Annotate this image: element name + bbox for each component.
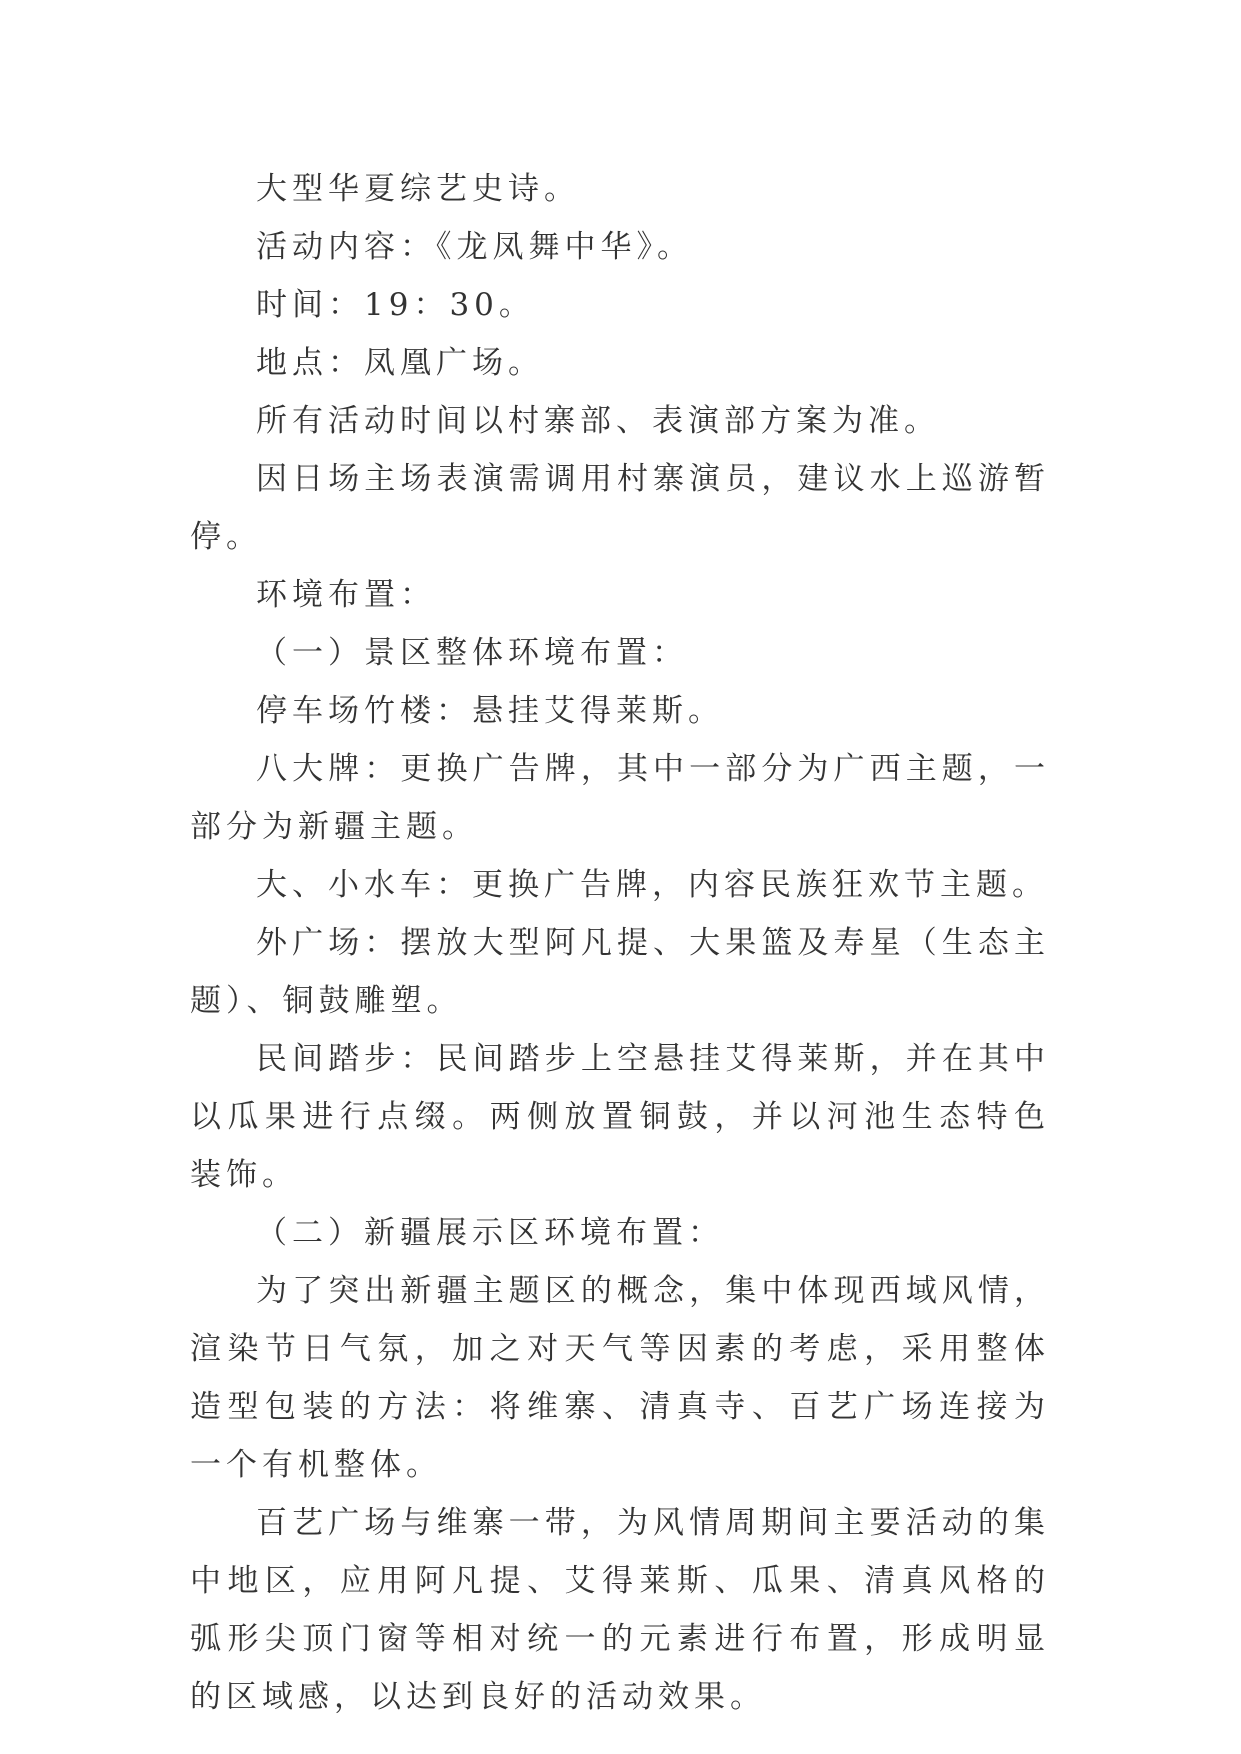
paragraph: 活动内容：《龙凤舞中华》。 bbox=[256, 229, 693, 265]
paragraph: 大型华夏综艺史诗。 bbox=[256, 171, 580, 207]
subsection-heading: （二）新疆展示区环境布置： bbox=[256, 1215, 724, 1251]
paragraph: 民间踏步：民间踏步上空悬挂艾得莱斯，并在其中以瓜果进行点缀。两侧放置铜鼓，并以河池生态特色装饰。 bbox=[190, 1041, 1050, 1193]
paragraph: 因日场主场表演需调用村寨演员，建议水上巡游暂停。 bbox=[190, 461, 1050, 555]
paragraph: 时间：19：30。 bbox=[256, 287, 535, 323]
paragraph: 八大牌：更换广告牌，其中一部分为广西主题，一部分为新疆主题。 bbox=[190, 751, 1050, 845]
paragraph: 百艺广场与维寨一带，为风情周期间主要活动的集中地区，应用阿凡提、艾得莱斯、瓜果、清真风格的弧形尖顶门窗等相对统一的元素进行布置，形成明显的区域感，以达到良好的活动效果。 bbox=[190, 1505, 1050, 1715]
paragraph: 地点：凤凰广场。 bbox=[256, 345, 544, 381]
document-body bbox=[190, 160, 1050, 1726]
paragraph: 大、小水车：更换广告牌，内容民族狂欢节主题。 bbox=[256, 867, 1048, 903]
paragraph: 所有活动时间以村寨部、表演部方案为准。 bbox=[256, 403, 940, 439]
section-heading: 环境布置： bbox=[256, 577, 436, 613]
paragraph: 为了突出新疆主题区的概念，集中体现西域风情，渲染节日气氛，加之对天气等因素的考虑，采用整体造型包装的方法：将维寨、清真寺、百艺广场连接为一个有机整体。 bbox=[190, 1273, 1050, 1483]
paragraph: 外广场：摆放大型阿凡提、大果篮及寿星（生态主题）、铜鼓雕塑。 bbox=[190, 925, 1050, 1019]
subsection-heading: （一）景区整体环境布置： bbox=[256, 635, 688, 671]
paragraph: 停车场竹楼：悬挂艾得莱斯。 bbox=[256, 693, 724, 729]
